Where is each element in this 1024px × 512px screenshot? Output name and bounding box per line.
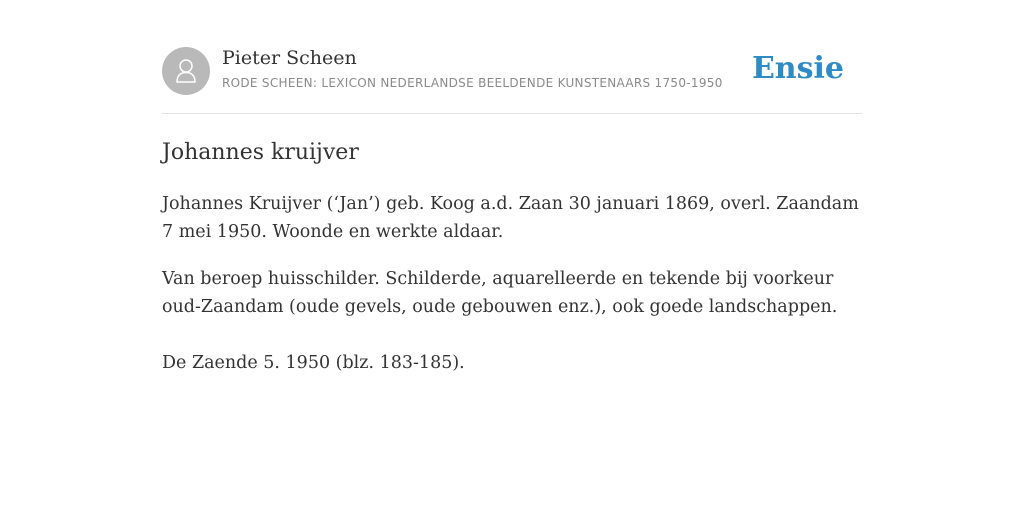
source-title[interactable]: RODE SCHEEN: LEXICON NEDERLANDSE BEELDENDE KUNSTENAARS 1750-1950 <box>222 76 723 90</box>
avatar[interactable] <box>162 47 210 95</box>
article-paragraph: Van beroep huisschilder. Schilderde, aquarelleerde en tekende bij voorkeur oud-Zaandam (oude gevels, oude gebouwen enz.), ook goede landschappen. <box>162 269 838 317</box>
article-paragraph: Johannes Kruijver (‘Jan’) geb. Koog a.d. Zaan 30 januari 1869, overl. Zaandam 7 mei 1950. Woonde en werkte aldaar. <box>162 194 859 242</box>
author-name[interactable]: Pieter Scheen <box>222 47 357 69</box>
user-icon <box>171 56 201 86</box>
brand-logo[interactable]: Ensie <box>751 51 844 86</box>
article-header <box>162 46 862 96</box>
header-divider <box>162 113 862 114</box>
article-reference: De Zaende 5. 1950 (blz. 183-185). <box>162 353 465 373</box>
article-title: Johannes kruijver <box>162 140 359 165</box>
